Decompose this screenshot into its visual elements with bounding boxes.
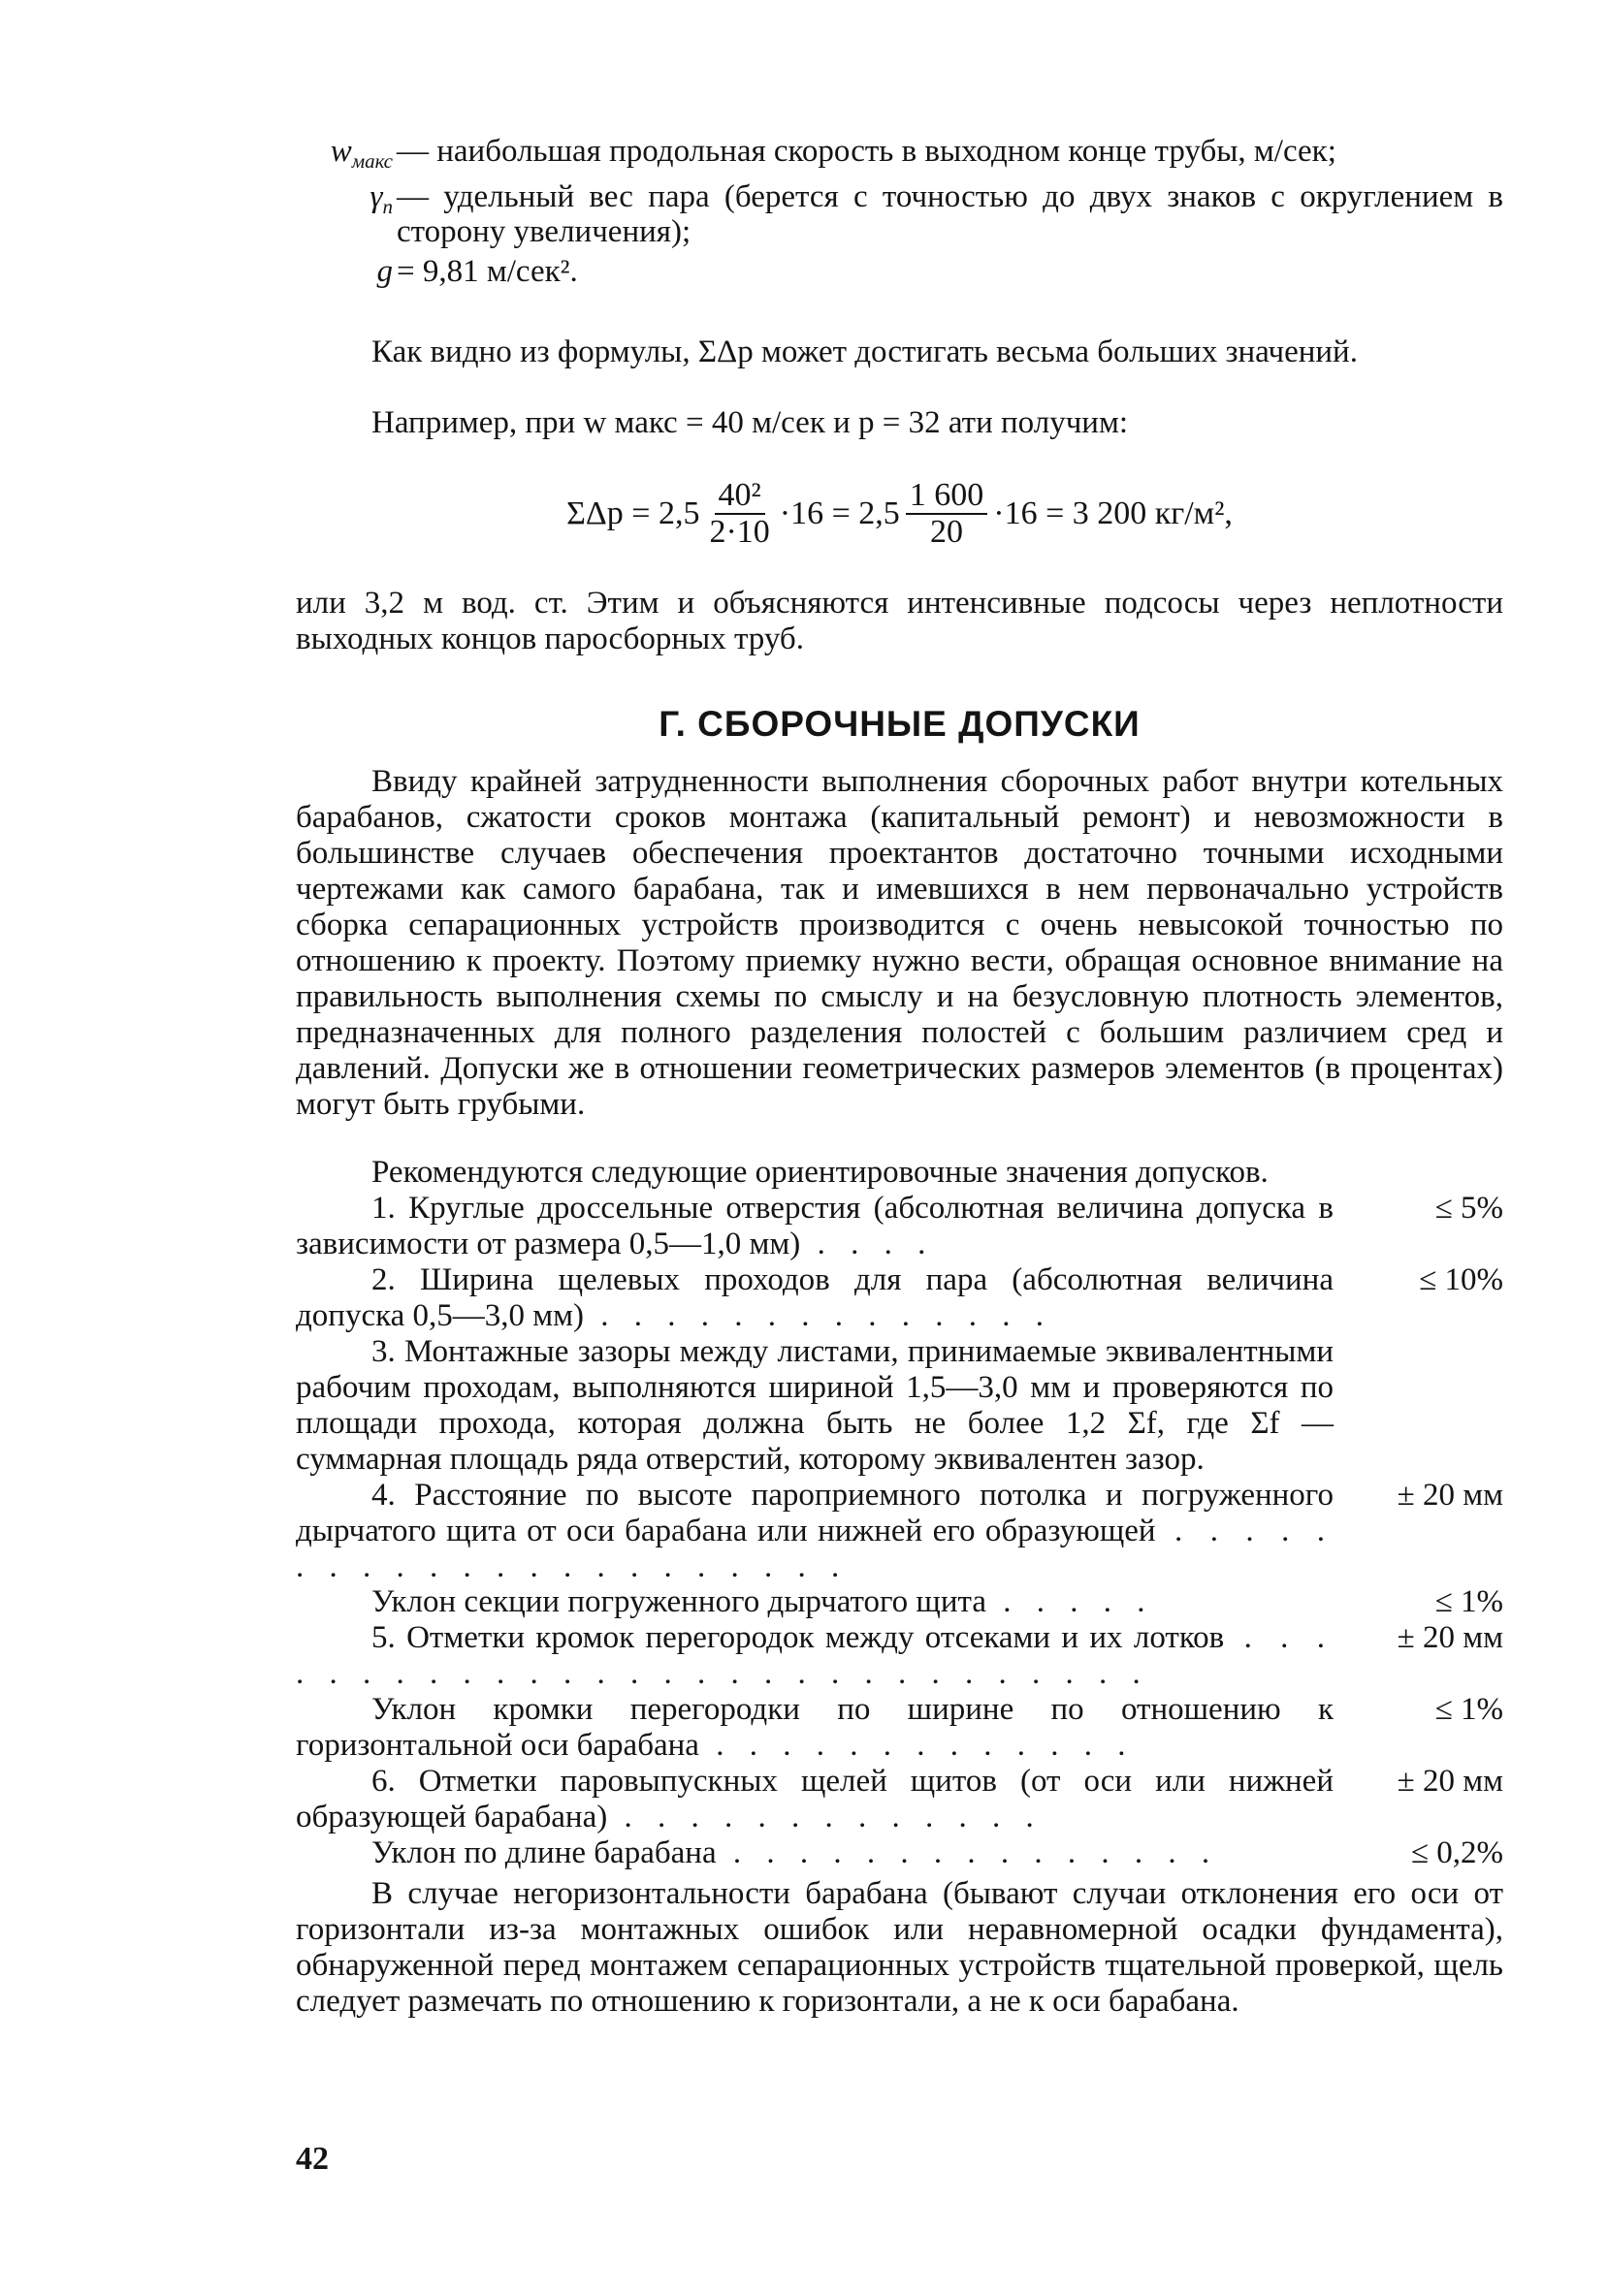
formula-rhs: ·16 = 3 200 кг/м², bbox=[993, 494, 1233, 531]
paragraph: Например, при w макс = 40 м/сек и p = 32 ати получим: bbox=[371, 405, 1128, 440]
definitions-list bbox=[296, 134, 1503, 294]
tolerance-value: ≤ 1% bbox=[1434, 1584, 1503, 1620]
definition-text: — удельный вес пара (берется с точностью до двух знаков с округлением в сторону увеличения); bbox=[397, 178, 1503, 250]
paragraph: Ввиду крайней затрудненности выполнения сборочных работ внутри котельных барабанов, сжатости сроков монтажа (капитальный ремонт) и невозможности в большинстве случаев обеспечения проектантов достаточно точными исходными чертежами как самого барабана, так и имевшихся в нем первоначально устройств сборка сепарационных устройств производится с очень невысокой точностью по отношению к проекту. Поэтому приемку нужно вести, обращая основное внимание на правильность выполнения схемы по смыслу и на безусловную плотность элементов, предназначенных для полного разделения полостей с большим различием сред и давлений. Допуски же в отношении геометрических размеров элементов (в процентах) могут быть грубыми. bbox=[296, 764, 1503, 1122]
leader-dots: . . . . . bbox=[985, 1584, 1154, 1620]
tolerance-value: ≤ 10% bbox=[1419, 1261, 1503, 1297]
fraction bbox=[705, 478, 773, 549]
definition-symbol: w bbox=[330, 134, 352, 169]
tolerance-item bbox=[296, 1764, 1503, 1835]
definition-symbol: g bbox=[376, 254, 393, 290]
tolerance-text: 1. Круглые дроссельные отверстия (абсолютная величина допуска в зависимости от размера 0,5—1,0 мм) bbox=[296, 1191, 1334, 1261]
leader-dots: . . . . . . . . . . . . . . . . . . . . . . . . . . . . . bbox=[296, 1620, 1334, 1692]
leader-dots: . . . . . . . . . . . . . . . bbox=[716, 1835, 1219, 1871]
page-number: 42 bbox=[296, 2141, 329, 2177]
definition-subscript: п bbox=[382, 194, 393, 218]
tolerance-value: ± 20 мм bbox=[1397, 1477, 1503, 1513]
paragraph: В случае негоризонтальности барабана (бывают случаи отклонения его оси от горизонтали из-за монтажных ошибок или неравномерной осадки фундамента), обнаруженной перед монтажем сепарационных устройств тщательной проверкой, щель следует размечать по отношению к горизонтали, а не к оси барабана. bbox=[296, 1876, 1503, 2019]
tolerance-text: 5. Отметки кромок перегородок между отсеками и их лотков bbox=[371, 1620, 1225, 1656]
tolerance-value: ± 20 мм bbox=[1397, 1764, 1503, 1800]
tolerance-item bbox=[296, 1262, 1503, 1334]
tolerance-text: 3. Монтажные зазоры между листами, принимаемые эквивалентными рабочим проходам, выполняются шириной 1,5—3,0 мм и проверяются по площади прохода, которая должна быть не более 1,2 Σf, где Σf — суммарная площадь ряда отверстий, которому эквивалентен зазор. bbox=[296, 1333, 1334, 1477]
definition-text: — наибольшая продольная скорость в выходном конце трубы, м/сек; bbox=[397, 134, 1336, 169]
tolerance-text: 4. Расстояние по высоте пароприемного потолка и погруженного дырчатого щита от оси барабана или нижней его образующей bbox=[296, 1477, 1334, 1548]
fraction-numerator: 1 600 bbox=[906, 478, 988, 515]
tolerance-value: ± 20 мм bbox=[1397, 1620, 1503, 1656]
definition-w-max bbox=[296, 134, 1503, 174]
tolerance-value: ≤ 0,2% bbox=[1410, 1835, 1503, 1871]
formula-middle: ·16 = 2,5 bbox=[779, 494, 900, 531]
tolerance-value: ≤ 1% bbox=[1434, 1692, 1503, 1728]
section-heading: Г. СБОРОЧНЫЕ ДОПУСКИ bbox=[659, 704, 1141, 744]
paragraph: Рекомендуются следующие ориентировочные значения допусков. bbox=[371, 1155, 1269, 1190]
leader-dots: . . . . bbox=[800, 1226, 935, 1261]
tolerance-item bbox=[296, 1692, 1503, 1764]
paragraph: Как видно из формулы, ΣΔp может достигать весьма больших значений. bbox=[371, 335, 1358, 369]
definition-gamma bbox=[296, 179, 1503, 251]
tolerance-text: 2. Ширина щелевых проходов для пара (абсолютная величина допуска 0,5—3,0 мм) bbox=[296, 1261, 1334, 1333]
leader-dots: . . . . . . . . . . . . . bbox=[607, 1800, 1043, 1835]
definition-text: = 9,81 м/сек². bbox=[397, 254, 578, 290]
tolerance-item bbox=[296, 1620, 1503, 1692]
tolerance-value: ≤ 5% bbox=[1434, 1191, 1503, 1226]
fraction-denominator: 2·10 bbox=[709, 514, 770, 550]
tolerance-text: Уклон по длине барабана bbox=[371, 1835, 717, 1871]
leader-dots: . . . . . . . . . . . . . . . . . . . . . . bbox=[296, 1513, 1334, 1584]
leader-dots: . . . . . . . . . . . . . . bbox=[584, 1297, 1053, 1333]
tolerance-text: Уклон кромки перегородки по ширине по отношению к горизонтальной оси барабана bbox=[296, 1692, 1334, 1764]
tolerance-list bbox=[296, 1191, 1503, 1871]
tolerance-item bbox=[296, 1835, 1503, 1871]
tolerance-item bbox=[296, 1191, 1503, 1262]
definition-subscript: макс bbox=[351, 149, 393, 173]
fraction-denominator: 20 bbox=[930, 514, 964, 550]
tolerance-item bbox=[296, 1584, 1503, 1620]
paragraph: или 3,2 м вод. ст. Этим и объясняются интенсивные подсосы через неплотности выходных концов паросборных труб. bbox=[296, 586, 1503, 656]
leader-dots: . . . . . . . . . . . . . bbox=[698, 1728, 1135, 1764]
formula-lhs: ΣΔp = 2,5 bbox=[566, 494, 700, 531]
tolerance-item bbox=[296, 1334, 1503, 1478]
definition-g bbox=[296, 254, 1503, 294]
tolerance-text: 6. Отметки паровыпускных щелей щитов (от оси или нижней образующей барабана) bbox=[296, 1764, 1334, 1835]
formula bbox=[296, 470, 1503, 558]
tolerance-text: Уклон секции погруженного дырчатого щита bbox=[371, 1584, 986, 1620]
fraction bbox=[906, 478, 988, 549]
fraction-numerator: 40² bbox=[715, 478, 765, 515]
definition-symbol: γ bbox=[370, 178, 383, 214]
tolerance-item bbox=[296, 1478, 1503, 1585]
